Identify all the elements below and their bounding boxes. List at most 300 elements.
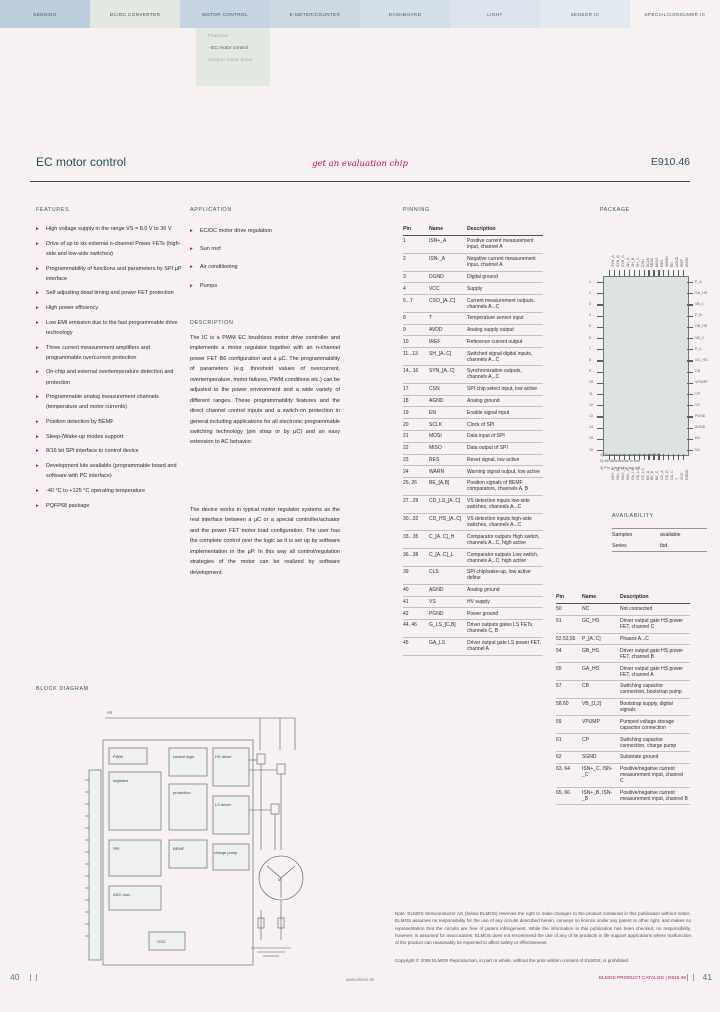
pin-number: 63, 64 — [556, 763, 582, 787]
pin-description: Reset signal, low active — [467, 454, 543, 466]
feature-item: ▸ On-chip and external overtemperature detection and protection — [36, 367, 182, 387]
package-pin-label: 10 — [589, 380, 593, 385]
pin-row — [403, 531, 543, 549]
availability-row — [612, 540, 707, 552]
description-heading: DESCRIPTION — [190, 320, 234, 326]
pin-description: Positive/negative current measurement input, channel C — [620, 763, 690, 787]
pin-row — [556, 787, 690, 805]
pin-row — [403, 584, 543, 596]
pin-row — [556, 633, 690, 645]
package-pin — [609, 270, 610, 276]
package-pin-label: VB_2 — [695, 335, 704, 340]
dropdown-item[interactable]: · EC motor control — [208, 46, 270, 51]
package-pin — [658, 270, 659, 276]
pin-number: 8 — [403, 312, 429, 324]
pin-description: Comparator outputs Low switch, channels A...C, high active — [467, 549, 543, 567]
pin-number: 39 — [403, 566, 429, 584]
package-pin — [687, 293, 693, 294]
pin-description: Driver output gate HS power FET, channel B — [620, 645, 690, 663]
application-item: ▸ EC/DC motor drive regulation — [190, 226, 330, 236]
package-pin — [597, 405, 603, 406]
feature-item: ▸ Drive of up to six external n-channel Power FETs (high-side and low-side switches) — [36, 239, 182, 259]
package-notes — [600, 452, 690, 471]
pin-name: CB — [582, 680, 620, 698]
pin-number: 55 — [556, 663, 582, 681]
label-pwm: PWM — [113, 754, 123, 759]
package-pin — [683, 270, 684, 276]
promo-link[interactable]: get an evaluation chip — [312, 159, 408, 169]
pin-name: CSN — [429, 383, 467, 395]
feature-item: ▸ -40 °C to +125 °C operating temperature — [36, 486, 182, 496]
feature-item: ▸ Sleep-/Wake-up modes support — [36, 432, 182, 442]
package-pin-label: VB_1 — [695, 301, 704, 306]
pin-description: Analog ground — [467, 395, 543, 407]
pin-description: VS detection inputs high-side switches, channels A...C — [467, 513, 543, 531]
block-diagram-heading: BLOCK DIAGRAM — [36, 686, 89, 692]
pin-number: 58,60 — [556, 698, 582, 716]
pin-name: GA_HS — [582, 663, 620, 681]
pin-number: 59 — [556, 716, 582, 734]
pin-description: Data output of SPI — [467, 442, 543, 454]
pin-row — [556, 604, 690, 616]
package-pin — [678, 270, 679, 276]
pin-name: AGND — [429, 395, 467, 407]
nav-tab[interactable]: MOTOR CONTROL — [180, 0, 270, 28]
pin-number: 23 — [403, 454, 429, 466]
package-pin-label: MOSI — [650, 257, 655, 267]
package-pin-label: T — [675, 477, 680, 480]
dropdown-item[interactable]: Stepper motor driver — [208, 58, 253, 63]
pin-name: BE_[A,B] — [429, 478, 467, 496]
pin-name: GA_LS — [429, 637, 467, 655]
pin-name: SCLK — [429, 419, 467, 431]
availability-table — [612, 528, 707, 552]
pin-row — [403, 336, 543, 348]
package-pin-label: BE_B — [650, 470, 655, 480]
feature-item: ▸ High voltage supply in the range VS = 8.0 V to 36 V — [36, 224, 182, 234]
pin-name: VCC — [429, 283, 467, 295]
page-number-right: 41 — [702, 972, 712, 982]
package-pin — [597, 428, 603, 429]
pin-number: 40 — [403, 584, 429, 596]
features-list — [36, 224, 182, 515]
pin-name: CP — [582, 734, 620, 752]
package-pin-label: PGND — [695, 413, 706, 418]
label-logic: control logic — [173, 754, 195, 759]
pin-row — [556, 752, 690, 764]
pin-description: Warning signal output, low active — [467, 466, 543, 478]
package-pin-label: SYN_A — [611, 255, 615, 267]
availability-value: tbd. — [660, 542, 669, 549]
pin-row — [556, 716, 690, 734]
package-pin — [597, 338, 603, 339]
pin-name: CD_LS_[A..C] — [429, 495, 467, 513]
label-osc: OSC — [157, 939, 166, 944]
package-pin — [687, 450, 693, 451]
pin-name: SH_[A..C] — [429, 348, 467, 366]
label-vs: VS — [107, 710, 113, 715]
label-adc: ADC mux — [113, 892, 131, 897]
package-note: 3) Pin 1 marking top left — [600, 465, 641, 470]
pin-number: 52,53,56 — [556, 633, 582, 645]
copyright-line: Copyright © 2008 ELMOS Reproduction, in part or whole, without the prior written consent of ELMOS, is prohibited. — [395, 958, 630, 963]
pin-number: 4 — [403, 283, 429, 295]
pin-row — [403, 608, 543, 620]
nav-tab[interactable]: SENSING — [0, 0, 90, 28]
pin-number: 24 — [403, 466, 429, 478]
pin-description: Positive current measurement input, channel A — [467, 236, 543, 254]
desc-col-header: Description — [467, 224, 543, 236]
package-pin-label: P_B — [695, 313, 702, 318]
feature-item: ▸ Three current measurement amplifiers and programmable overcurrent protection — [36, 343, 182, 363]
feature-item: ▸ Position detection by BEMF — [36, 417, 182, 427]
pin-description: Digital ground — [467, 271, 543, 283]
package-pin — [668, 270, 669, 276]
availability-heading: AVAILABILITY — [612, 513, 654, 519]
pin-name: C_[A..C]_L — [429, 549, 467, 567]
label-motor: M — [278, 877, 282, 882]
pin-row — [403, 430, 543, 442]
package-pin-label: 16 — [589, 447, 593, 452]
pin-name: NC — [582, 604, 620, 616]
pin-row — [403, 348, 543, 366]
pin-description: Analog ground — [467, 584, 543, 596]
label-hs-driver: HS driver — [215, 754, 232, 759]
pin-description: Negative current measurement input, channel A — [467, 253, 543, 271]
pin-name: G_LS_[C,B] — [429, 620, 467, 638]
pin-number: 62 — [556, 752, 582, 764]
nav-tab[interactable]: SENSOR IC — [540, 0, 630, 28]
package-pin — [597, 439, 603, 440]
pin-name: PGND — [429, 608, 467, 620]
package-pin — [687, 282, 693, 283]
package-pin — [634, 270, 635, 276]
package-pin-label: P_C — [695, 346, 702, 351]
pin-name: WARN — [429, 466, 467, 478]
pin-description: Driver output gate HS power FET, channel A — [620, 663, 690, 681]
package-pin — [597, 416, 603, 417]
pin-number: 41 — [403, 596, 429, 608]
package-pin — [639, 270, 640, 276]
package-pin — [687, 383, 693, 384]
pin-number: 44, 46 — [403, 620, 429, 638]
pin-row — [403, 324, 543, 336]
package-pin-label: 11 — [589, 391, 593, 396]
pin-number: 27...29 — [403, 495, 429, 513]
package-pin-label: ISN+_B — [611, 467, 615, 480]
pinning-table-continued — [556, 592, 690, 805]
pin-name: P_[A..C] — [582, 633, 620, 645]
package-body — [603, 276, 689, 456]
pin-number: 20 — [403, 419, 429, 431]
pin-description: Driver outputs gates LS FETs, channels C, B — [467, 620, 543, 638]
pin-number: 3 — [403, 271, 429, 283]
dropdown-item[interactable]: Featured — [208, 34, 228, 39]
pin-name: DGND — [429, 271, 467, 283]
pin-number: 5...7 — [403, 295, 429, 313]
label-bemf: BEMF — [173, 846, 185, 851]
package-pin — [644, 270, 645, 276]
package-pin-label: VS — [695, 402, 700, 407]
pin-description: Driver output gate HS power FET, channel C — [620, 615, 690, 633]
pin-row — [556, 734, 690, 752]
description-paragraph-2: The device works in typical motor regulator systems as the real interface between a µC or a special controller/actuator and the power FET motor load configuration. The user has the complete control over the logic as it is set up by software implementation in the µP. In this way all control/regulation strategies of the motor can be realized by software development. — [190, 507, 340, 576]
nav-tab[interactable]: LIGHT — [450, 0, 540, 28]
pin-description: Switched signal digital inputs, channels A...C — [467, 348, 543, 366]
package-pin-label: 7 — [589, 346, 591, 351]
pinning-table — [403, 224, 543, 656]
package-pin-label: IREF — [680, 258, 685, 267]
package-heading: PACKAGE — [600, 207, 630, 213]
package-pin-label: ISN-_C — [625, 468, 630, 480]
pin-description: SPI chip/wake-up, low active define — [467, 566, 543, 584]
pin-description: Clock of SPI — [467, 419, 543, 431]
name-col-header: Name — [429, 224, 467, 236]
package-pin — [687, 316, 693, 317]
legal-footnote: Note: ELMOS Semiconductor AG (below ELMOS) reserves the right to make changes to the product contained in this publication without notice. ELMOS assumes no responsibility for the use of any circuits described herein, conveys no licence under any patent or other right, and makes no representation that the circuits are free of patent infringement. While the information in this publication has been checked, no responsibility, however, is assumed for inaccuracies. ELMOS does not recommend the use of any of its products in life support applications where malfunction of the product can reasonably be expected to affect safety or effectiveness. — [395, 911, 691, 946]
pin-row — [403, 566, 543, 584]
application-item: ▸ Pumps — [190, 281, 330, 291]
pin-number: 17 — [403, 383, 429, 395]
pin-name: RES — [429, 454, 467, 466]
pin-row — [403, 620, 543, 638]
pin-description: HV supply — [467, 596, 543, 608]
pin-row — [556, 763, 690, 787]
package-pin-label: 8 — [589, 357, 591, 362]
pin-number: 61 — [556, 734, 582, 752]
package-pin-label: CP — [695, 391, 700, 396]
availability-key: Series — [612, 542, 627, 549]
feature-item: ▸ Self adjusting dead timing and power FET protection — [36, 288, 182, 298]
pin-number: 19 — [403, 407, 429, 419]
application-list — [190, 226, 330, 299]
package-pin — [597, 383, 603, 384]
package-pin — [687, 349, 693, 350]
package-pin — [614, 270, 615, 276]
pin-name: ISN+_C, ISN-_C — [582, 763, 620, 787]
pin-row — [403, 419, 543, 431]
pin-description: Switching capacitor connection, charge pump — [620, 734, 690, 752]
package-pin-label: CD_C — [670, 470, 675, 480]
pinning-heading: PINNING — [403, 207, 430, 213]
desc-col-header: Description — [620, 592, 690, 604]
pin-row — [403, 478, 543, 496]
pin-row — [403, 395, 543, 407]
pin-row — [556, 663, 690, 681]
pin-row — [403, 495, 543, 513]
pin-description: Substrate ground — [620, 752, 690, 764]
package-pin-label: 6 — [589, 335, 591, 340]
package-pin — [687, 338, 693, 339]
pin-row — [403, 454, 543, 466]
header-rule — [30, 181, 690, 182]
package-pin-label: WARN — [665, 256, 670, 267]
package-pin — [687, 304, 693, 305]
pin-row — [403, 383, 543, 395]
package-pin-label: SYN_B — [615, 255, 620, 267]
pin-number: 30...32 — [403, 513, 429, 531]
pin-name: ISN+_B, ISN-_B — [582, 787, 620, 805]
label-protection: protection — [173, 790, 191, 795]
feature-item: ▸ Programmability of functions and parameters by SPI µP interface — [36, 264, 182, 284]
package-pin-label: CB — [695, 369, 700, 374]
pin-number: 50 — [556, 604, 582, 616]
package-note: 2) All dimensions in mm — [600, 459, 641, 464]
label-charge-pump: charge pump — [214, 850, 238, 855]
pin-number: 21 — [403, 430, 429, 442]
nav-tab[interactable]: E-METER/COUNTER — [270, 0, 360, 28]
package-pin-label: 4 — [589, 313, 591, 318]
pin-description: Power ground — [467, 608, 543, 620]
pin-name: EN — [429, 407, 467, 419]
pin-name: CD_HS_[A..C] — [429, 513, 467, 531]
pin-description: Enable signal input — [467, 407, 543, 419]
label-registers: registers — [113, 778, 129, 783]
pin-number: 10 — [403, 336, 429, 348]
package-pin-label: ISN-_B — [615, 468, 620, 480]
package-pin — [629, 270, 630, 276]
package-pin-label: SH_B — [630, 257, 635, 267]
pin-description: SPI chip select input, low active — [467, 383, 543, 395]
package-pin-label: SH_A — [625, 257, 630, 267]
package-pin-label: AVDD — [685, 257, 689, 267]
feature-item: ▸ PQFP68 package — [36, 501, 182, 511]
package-pin-label: SCLK — [645, 257, 650, 267]
nav-tab[interactable]: DASHBOARD — [360, 0, 450, 28]
package-pin-label: GA_LS — [630, 468, 635, 480]
package-pin-label: GC_HS — [695, 357, 708, 362]
pin-description: Analog supply output — [467, 324, 543, 336]
package-pin-label: MISO — [655, 257, 660, 267]
package-pin-label: 9 — [589, 369, 591, 374]
package-pin-label: VPUMP — [695, 380, 708, 385]
pin-number: 65, 66 — [556, 787, 582, 805]
pin-description: Not connected — [620, 604, 690, 616]
package-pin — [619, 270, 620, 276]
package-pin — [687, 428, 693, 429]
pin-row — [403, 236, 543, 254]
feature-item: ▸ Programmable analog measurement channels (temperature and motor currents) — [36, 392, 182, 412]
pin-name: VPUMP — [582, 716, 620, 734]
package-pin — [597, 327, 603, 328]
block-diagram — [85, 700, 315, 972]
pin-description: Synchronization outputs, channels A...C — [467, 366, 543, 384]
package-pin — [597, 394, 603, 395]
pin-number: 36...38 — [403, 549, 429, 567]
package-pin-label: EN — [670, 262, 675, 267]
pin-row — [556, 615, 690, 633]
pin-number: 42 — [403, 608, 429, 620]
part-number: E910.46 — [650, 156, 690, 168]
pin-row — [403, 637, 543, 655]
pin-number: 2 — [403, 253, 429, 271]
pin-name: C_[A..C]_H — [429, 531, 467, 549]
pin-name: GB_HS — [582, 645, 620, 663]
pin-name: ISN-_A — [429, 253, 467, 271]
package-pin — [687, 405, 693, 406]
package-pin-label: GB_HS — [695, 324, 708, 329]
nav-tab[interactable]: SPECIAL/CONSUMER IC — [644, 11, 706, 17]
pin-row — [403, 596, 543, 608]
pin-row — [556, 680, 690, 698]
pin-number: 25, 26 — [403, 478, 429, 496]
package-pin-label: RES — [660, 259, 665, 267]
package-pin — [597, 293, 603, 294]
pin-description: Temperature sensor input — [467, 312, 543, 324]
package-pin-label: NC — [695, 447, 701, 452]
pin-description: Switching capacitor connection, bootstrap pump — [620, 680, 690, 698]
package-pin-label: 12 — [589, 402, 593, 407]
pin-col-header: Pin — [556, 592, 582, 604]
package-pin — [653, 270, 654, 276]
feature-item: ▸ Low EMI emission due to the fast programmable drive technology — [36, 318, 182, 338]
package-pin-label: P_A — [695, 279, 702, 284]
pin-number: 22 — [403, 442, 429, 454]
top-navigation — [0, 0, 720, 28]
footer-catalog-label: ELMOS PRODUCT CATALOG | E910.46 — [598, 976, 686, 981]
pin-description: Data input of SPI — [467, 430, 543, 442]
package-pin-label: 14 — [589, 425, 593, 430]
pin-row — [403, 407, 543, 419]
pin-name: MISO — [429, 442, 467, 454]
package-pin — [597, 450, 603, 451]
pin-description: Phases A...C — [620, 633, 690, 645]
label-spi: SPI — [113, 846, 120, 851]
package-pin — [687, 360, 693, 361]
application-item: ▸ Sun roof — [190, 244, 330, 254]
package-pin-label: AGND — [675, 256, 680, 267]
pin-description: Pumped voltage storage capacitor connection — [620, 716, 690, 734]
package-note: 1) Thermal pad connected to SGND — [600, 453, 661, 457]
pin-description: VS detection inputs low-side switches, channels A...C — [467, 495, 543, 513]
package-pin-label: SYN_C — [620, 255, 625, 267]
package-pin — [673, 270, 674, 276]
pin-row — [403, 549, 543, 567]
pin-row — [403, 312, 543, 324]
nav-tab[interactable]: DC/DC CONVERTER — [90, 0, 180, 28]
pin-description: Bootstrap supply, digital signals — [620, 698, 690, 716]
package-pin-label: 2 — [589, 290, 591, 295]
package-pin-label: GC_LS — [640, 468, 645, 480]
pin-name: ISN+_A — [429, 236, 467, 254]
package-pin-label: 13 — [589, 413, 593, 418]
availability-value: available — [660, 531, 681, 538]
pin-number: 11...13 — [403, 348, 429, 366]
pin-name: MOSI — [429, 430, 467, 442]
application-item: ▸ Air conditioning — [190, 262, 330, 272]
registration-mark-right — [687, 974, 694, 981]
pin-row — [403, 253, 543, 271]
footer-url[interactable]: www.elmos.de — [345, 977, 375, 982]
package-pin-label: GA_HS — [695, 290, 708, 295]
pin-name: AGND — [429, 584, 467, 596]
package-pin — [597, 360, 603, 361]
pin-number: 9 — [403, 324, 429, 336]
name-col-header: Name — [582, 592, 620, 604]
pin-number: 1 — [403, 236, 429, 254]
package-pin-label: BE_A — [645, 470, 650, 480]
pin-row — [403, 513, 543, 531]
pin-row — [403, 295, 543, 313]
package-pin-label: CD_B — [665, 470, 670, 480]
package-pin — [687, 416, 693, 417]
package-pin-label: NC — [695, 436, 701, 441]
pin-row — [403, 442, 543, 454]
pin-col-header: Pin — [403, 224, 429, 236]
pin-number: 45 — [403, 637, 429, 655]
pin-name: AVDD — [429, 324, 467, 336]
pin-row — [556, 645, 690, 663]
